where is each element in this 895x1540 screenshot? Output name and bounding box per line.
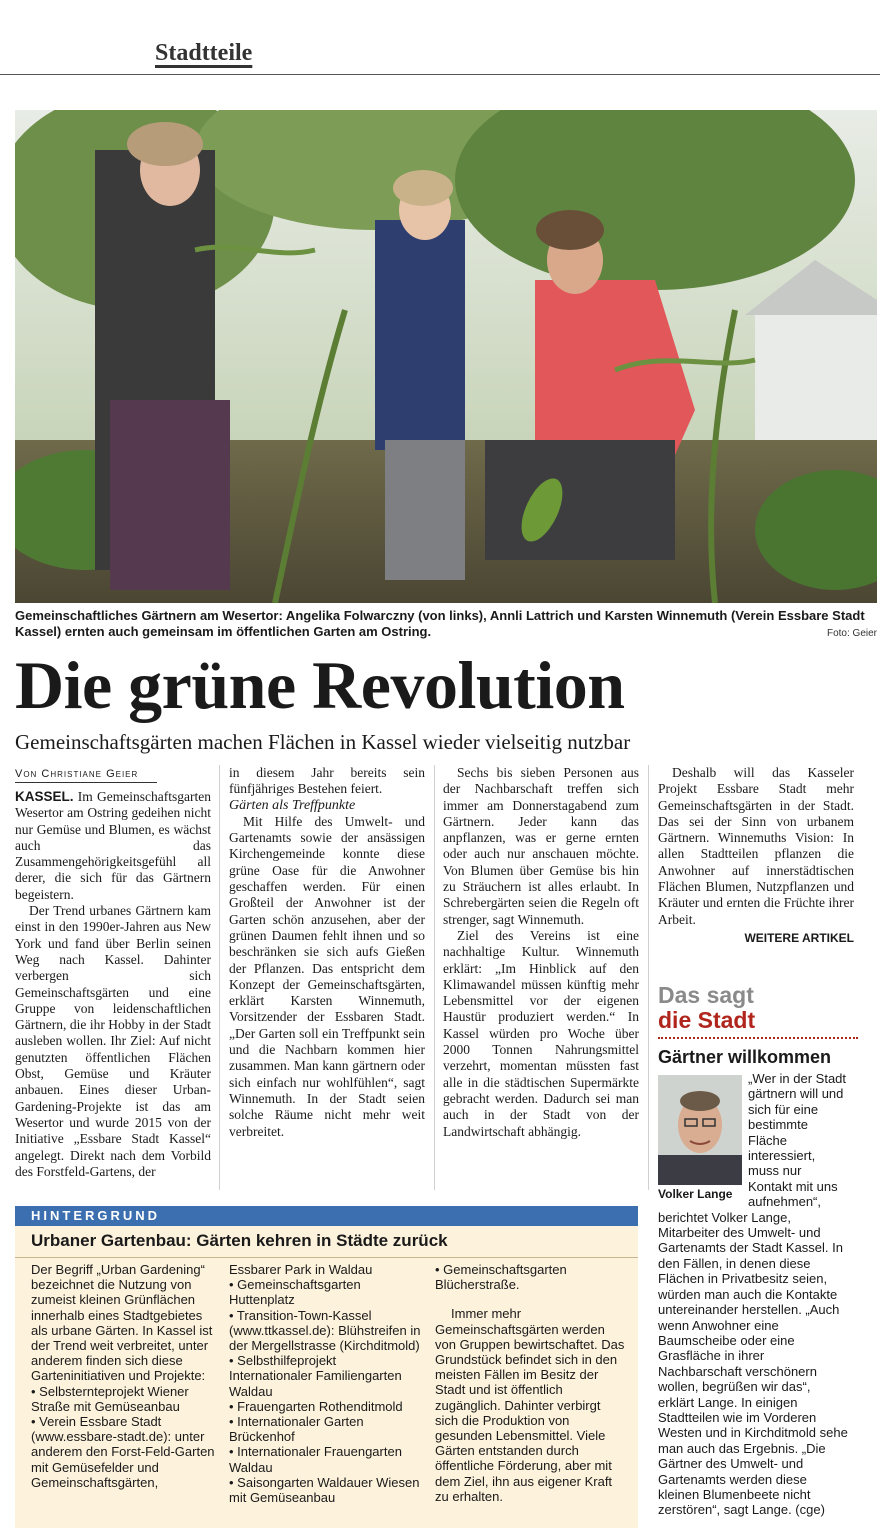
sidebar-title-line-1: Das sagt <box>658 982 754 1008</box>
column-divider <box>434 765 435 1190</box>
list-item: • Gemeinschaftsgarten Huttenplatz <box>229 1277 361 1308</box>
sidebar-text: „Wer in der Stadt gärtnern will und sich für eine bestimmte Fläche interessiert, muss nur Kontakt mit uns aufnehmen“, berichtet Volker Lange, Mitarbeiter des Umwelt- und Gartenamts der Stadt Kassel. In den Fällen, in denen diese Flächen in Privatbesitz seien, würden man auch die Kontakte untereinander herstellen. „Auch wenn Anwohner eine Baumscheibe oder eine Grasfläche in ihrer Nachbarschaft verschönern wollen, begrüßen wir das“, erklärt Lange. In einigen Stadtteilen wie im Vorderen Westen und in Kirchditmold sehe man auch das Ergebnis. „Die Gärtner des Umwelt- und Gartenamts werden diese kleinen Blumenbeete nicht zerstören“, sagt Lange. (cge) <box>658 1071 848 1518</box>
box-tag: HINTERGRUND <box>15 1206 638 1226</box>
photo-caption: Gemeinschaftliches Gärtnern am Wesertor: Angelika Folwarczny (von links), Annli Lattrich und Karsten Winnemuth (Verein Essbare Stadt Kassel) ernten auch gemeinsam im öffentlichen Garten am Ostring. <box>15 608 865 639</box>
box-title: Urbaner Gartenbau: Gärten kehren in Städte zurück <box>15 1226 638 1258</box>
article-column-2 <box>229 765 425 1140</box>
article-column-3 <box>443 765 639 1140</box>
column-divider <box>648 765 649 1190</box>
sidebar-title <box>658 983 755 1033</box>
header-rule <box>0 74 880 75</box>
box-intro: Der Begriff „Urban Gardening“ bezeichnet die Nutzung von zumeist kleinen Grünflächen innerhalb eines Stadtgebietes als urbane Gärten. In Kassel ist der Trend weit verbreitet, unter anderem finden sich diese Garteninitiativen und Projekte: <box>31 1262 213 1384</box>
paragraph: Deshalb will das Kasseler Projekt Essbare Stadt mehr Gemeinschaftsgärten in der Stadt. Das sei der Sinn von urbanem Gärtnern. Winnemuths Vision: In allen Stadtteilen pflanzen die Anwohner auf innerstädtischen Flächen Blumen, Nutzpflanzen und Kräuter und ernten die Früchte ihrer Arbeit. <box>658 765 854 927</box>
list-item: • Selbsternteprojekt Wiener Straße mit Gemüseanbau <box>31 1383 189 1414</box>
list-item: • Internationaler Frauengarten Waldau <box>229 1444 402 1475</box>
article-headline: Die grüne Revolution <box>15 647 625 723</box>
portrait-name: Volker Lange <box>658 1187 733 1201</box>
sidebar-divider <box>658 1037 858 1039</box>
paragraph: Der Trend urbanes Gärtnern kam einst in den 1990er-Jahren aus New York und fand über Berlin seinen Weg nach Kassel. Dahinter verbergen sich Gemeinschaftsgärten und eine Gruppe von leidenschaftlichen Gärtnern, die ihr Hobby in der Stadt ausleben wollen. Ihr Ziel: Auf nicht genutzten öffentlichen Flächen Obst, Gemüse und Kräuter anbauen. Eines dieser Urban-Gardening-Projekte ist das am Wesertor und wurde 2015 von der Initiative „Essbare Stadt Kassel“ angelegt. Direkt nach dem Vorbild des Forstfeld-Gartens, der <box>15 903 211 1179</box>
list-item: • Selbsthilfeprojekt Internationaler Familiengarten Waldau <box>229 1353 402 1399</box>
list-item: • Verein Essbare Stadt (www.essbare-stadt.de): unter anderem den Forst-Feld-Garten mit Gemüsefelder und Gemeinschaftsgärten, <box>31 1414 215 1490</box>
column-divider <box>219 765 220 1190</box>
photo-credit: Foto: Geier <box>826 628 877 639</box>
list-item: • Internationaler Garten Brückenhof <box>229 1414 364 1445</box>
paragraph: Sechs bis sieben Personen aus der Nachbarschaft treffen sich immer am Donnerstagabend zum Gärtnern. Jeder kann das anpflanzen, was er gerne ernten oder auch nur anschauen möchte. Von Blumen über Gemüse bis hin zu Sträuchern ist alles erlaubt. In Schrebergärten seien die Regeln oft strenger, sagt Winnemuth. <box>443 765 639 927</box>
box-column-3 <box>435 1262 625 1504</box>
sidebar-title-line-2: die Stadt <box>658 1007 756 1033</box>
paragraph <box>15 789 211 903</box>
sidebar-headline: Gärtner willkommen <box>658 1047 832 1067</box>
paragraph: in diesem Jahr bereits sein fünfjähriges Bestehen feiert. <box>229 765 425 797</box>
article-column-4 <box>658 765 854 945</box>
box-paragraph: Immer mehr Gemeinschaftsgärten werden von Gruppen bewirtschaftet. Das Grundstück befindet sich in den meisten Fällen im Besitz der Stadt und ist öffentlich zugänglich. Dahinter verbirgt sich die Produktion von gesunden Lebensmittel. Viele Gärten entstanden durch öffentliche Förderung, aber mit dem Ziel, ihn aus eigener Kraft zu erhalten. <box>435 1306 625 1504</box>
subheading: Gärten als Treffpunkte <box>229 797 356 813</box>
list-item: • Frauengarten Rothenditmold <box>229 1398 403 1414</box>
paragraph-text: Im Gemeinschaftsgarten Wesertor am Ostring gedeihen nicht nur Gemüse und Blumen, es wächst auch das Zusammengehörigkeitsgefühl all derer, die sich für das Gärtnern begeistern. <box>15 789 211 902</box>
background-box <box>15 1206 638 1528</box>
list-item: Essbarer Park in Waldau <box>229 1262 373 1277</box>
article-column-1 <box>15 765 211 1180</box>
list-item: • Saisongarten Waldauer Wiesen mit Gemüseanbau <box>229 1474 420 1506</box>
box-column-2 <box>229 1262 421 1505</box>
dateline: KASSEL. <box>15 789 74 804</box>
section-label: Stadtteile <box>155 40 253 66</box>
list-item: • Transition-Town-Kassel (www.ttkassel.de): Blühstreifen in der Mergellstrasse (Kirchditmold) <box>229 1307 421 1354</box>
paragraph: Ziel des Vereins ist eine nachhaltige Kultur. Winnemuth erklärt: „Im Hinblick auf den Klimawandel müssen künftig mehr Lebensmittel vor der eigenen Haustür produziert werden.“ In Kassel würden pro Woche über 2000 Tonnen Nahrungsmittel verzehrt, momentan müssten fast alle in die städtischen Supermärkte gebracht werden. Dadurch sei man auch in der Stadt von der Landwirtschaft abhängig. <box>443 927 639 1139</box>
article-photo <box>15 110 877 603</box>
paragraph: Mit Hilfe des Umwelt- und Gartenamts sowie der ansässigen Kirchengemeinde konnte diese grüne Oase für die Anwohner geschaffen werden. Für einen Großteil der Anwohner ist der Garten schön anzusehen, aber der grünen Daumen fehlt ihnen und so beschränken sie sich aufs Gießen der Pflanzen. Das entspricht dem Konzept der Gemeinschaftsgärten, erklärt Karsten Winnemuth, Vorsitzender der Essbaren Stadt. „Der Garten soll ein Treffpunkt sein und die Nachbarn kommen hier zusammen. Man kann gärtnern oder sich einfach nur wohlfühlen“, sagt Winnemuth. In der Stadt seien solche Räume nicht mehr weit verbreitet. <box>229 813 425 1139</box>
box-column-1 <box>31 1262 221 1490</box>
list-item: • Gemeinschaftsgarten Blücherstraße. <box>435 1262 567 1293</box>
portrait-photo <box>658 1075 742 1185</box>
more-articles-link[interactable]: WEITERE ARTIKEL <box>744 930 854 945</box>
byline: Von Christiane Geier <box>15 768 157 783</box>
sidebar-quote <box>658 1071 848 1518</box>
article-subheadline: Gemeinschaftsgärten machen Flächen in Kassel wieder vielseitig nutzbar <box>15 730 631 754</box>
